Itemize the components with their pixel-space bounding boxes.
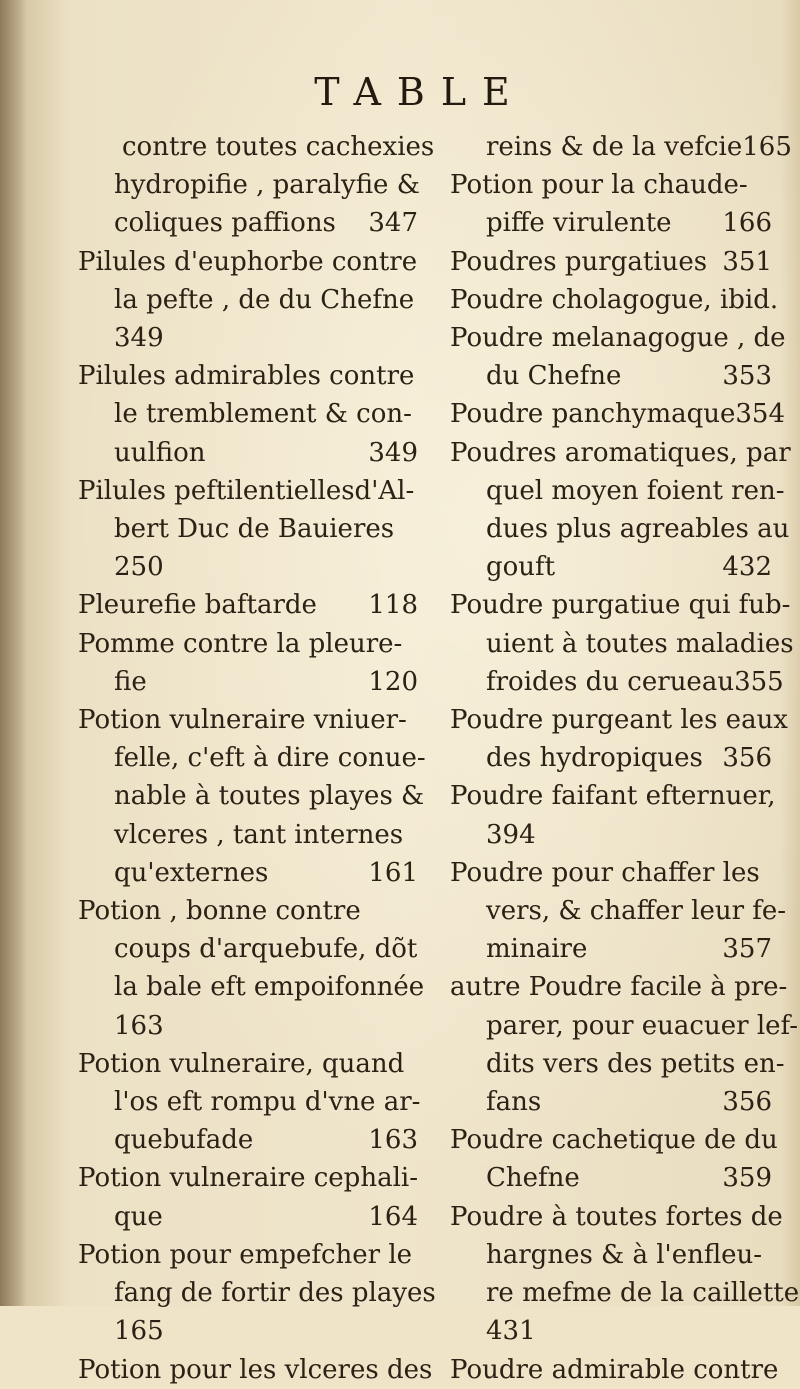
index-entry [450,281,779,319]
index-entry [450,1351,779,1389]
index-entry [450,434,791,587]
entry-text: contre toutes cachexies [122,132,435,162]
entry-text: Potion pour les vlceres des [78,1354,433,1385]
page-number: 356 [722,743,772,774]
entry-text: fans [486,1087,542,1118]
entry-line [78,281,418,319]
entry-line [450,1198,783,1236]
entry-text: reins & de la vefcie [486,132,743,162]
entry-line [450,739,772,777]
entry-text: Potion pour empefcher le [78,1239,413,1270]
entry-text: 349 [114,323,164,354]
entry-text: hargnes & à l'enfleu- [486,1239,763,1270]
entry-text: nable à toutes playes & [114,781,425,812]
entry-text: Pilules admirables contre [78,361,415,392]
entry-line [78,625,418,663]
page-number: 359 [722,1163,772,1194]
page-number: 163 [368,1125,418,1156]
entry-line [78,701,418,739]
entry-line [78,319,418,357]
entry-line [450,548,772,586]
entry-text: hydropifie , paralyfie & [114,170,420,201]
index-entry [78,1159,418,1235]
entry-line [450,930,772,968]
index-entry [450,1121,778,1197]
entry-line [78,1236,418,1274]
index-entry [450,701,788,777]
entry-text: re mefme de la caillette [486,1278,800,1309]
entry-text: minaire [486,934,588,965]
page-number: 166 [722,208,772,239]
entry-text: 250 [114,552,164,583]
right-column [450,128,800,1389]
entry-line [78,777,425,815]
page-number: 349 [368,437,418,468]
page-number: 118 [368,590,418,621]
entry-line [78,586,418,624]
entry-text: Poudre melanagogue , de [450,323,786,354]
page-number: 351 [722,246,772,277]
entry-text: Potion vulneraire vniuer- [78,705,407,736]
entry-line [78,1159,418,1197]
index-entry [78,472,418,587]
index-entry [450,1198,800,1351]
entry-line [450,1007,798,1045]
entry-line [78,930,418,968]
index-entry [450,319,786,395]
entry-line [450,1312,772,1350]
entry-line [450,1121,778,1159]
entry-text: Poudre à toutes fortes de [450,1201,783,1232]
entry-line [450,816,772,854]
index-entry [78,1351,433,1389]
entry-line [450,1159,772,1197]
page-number: 120 [368,666,418,697]
entry-line [78,166,418,204]
entry-line [78,1274,436,1312]
entry-line [450,1045,785,1083]
page-number: 432 [722,552,772,583]
entry-text: Poudre purgatiue qui fub- [450,590,791,621]
entry-line [78,1083,421,1121]
entry-line [450,319,786,357]
index-entry [78,586,418,624]
entry-text: Pleurefie baftarde [78,590,317,621]
entry-line [450,128,792,166]
entry-text: piffe virulente [486,208,672,239]
entry-text: Potion pour la chaude- [450,170,748,201]
entry-line [450,434,791,472]
entry-line [78,816,418,854]
entry-line [450,892,787,930]
entry-text: dits vers des petits en- [486,1048,785,1079]
entry-text: quel moyen foient ren- [486,475,785,506]
index-entry [450,968,798,1121]
entry-line [450,586,791,624]
entry-text: Poudres aromatiques, par [450,437,791,468]
entry-line [450,1083,772,1121]
entry-text: Poudre panchymaque [450,399,736,430]
entry-text: uient à toutes maladies [486,628,794,659]
entry-line [78,1351,433,1389]
entry-text: Poudres purgatiues [450,246,708,277]
index-entry [450,128,792,166]
entry-text: 431 [486,1316,536,1347]
entry-line [450,1274,800,1312]
entry-text: Poudre faifant efternuer, [450,781,776,812]
page-number: 165 [742,132,792,162]
index-entry [450,166,772,242]
entry-line [450,510,790,548]
entry-text: l'os eft rompu d'vne ar- [114,1087,421,1118]
entry-text: vers, & chaffer leur fe- [486,896,787,927]
entry-line [78,1007,418,1045]
entry-line [78,1198,418,1236]
entry-line [78,739,426,777]
entry-line [78,510,418,548]
entry-text: 394 [486,819,536,850]
entry-text: froides du cerueau [486,666,735,697]
entry-text: le tremblement & con- [114,399,412,430]
entry-line [78,1045,418,1083]
entry-line [78,663,418,701]
page-number: 347 [368,208,418,239]
entry-line [78,357,418,395]
entry-text: Chefne [486,1163,580,1194]
index-entry [78,1045,421,1160]
entry-line [450,625,794,663]
entry-text: bert Duc de Bauieres [114,514,395,545]
entry-line [78,1312,418,1350]
entry-line [450,701,788,739]
entry-text: 165 [114,1316,164,1347]
entry-text: Pilules d'euphorbe contre [78,246,418,277]
entry-line [78,128,435,166]
entry-text: Poudre purgeant les eaux [450,705,788,736]
entry-line [78,548,418,586]
entry-line [78,243,418,281]
entry-text: quebufade [114,1125,254,1156]
entry-text: la bale eft empoifonnée [114,972,425,1003]
entry-text: qu'externes [114,857,269,888]
index-entry [78,1236,436,1351]
entry-text: Potion , bonne contre [78,896,361,927]
entry-text: Poudre cholagogue, ibid. [450,284,779,315]
entry-text: parer, pour euacuer lef- [486,1010,798,1041]
page-number: 353 [722,361,772,392]
index-entry [78,701,426,892]
entry-line [450,854,772,892]
page-number: 356 [722,1087,772,1118]
entry-line [78,434,418,472]
index-entry [78,357,418,472]
entry-line [78,892,418,930]
entry-line [78,395,418,433]
entry-text: Pilules peftilentiellesd'Al- [78,475,415,506]
entry-text: 163 [114,1010,164,1041]
entry-line [450,968,788,1006]
page-number: 355 [734,666,784,697]
index-entry [450,395,786,433]
entry-line [78,472,418,510]
entry-text: du Chefne [486,361,622,392]
entry-line [450,1351,779,1389]
entry-text: coliques paffions [114,208,336,239]
entry-line [450,281,779,319]
entry-text: uulfion [114,437,206,468]
index-entry [450,854,787,969]
entry-text: autre Poudre facile à pre- [450,972,788,1003]
entry-text: Poudre admirable contre [450,1354,779,1385]
page-number: 161 [368,857,418,888]
entry-line [450,395,786,433]
entry-text: Pomme contre la pleure- [78,628,403,659]
entry-text: que [114,1201,163,1232]
entry-line [450,472,785,510]
index-entry [450,777,776,853]
entry-line [78,204,418,242]
left-column [78,128,436,1389]
index-entry [78,625,418,701]
running-head: TABLE [314,70,526,114]
entry-line [78,1121,418,1159]
entry-text: felle, c'eft à dire conue- [114,743,426,774]
index-entry [450,586,794,701]
entry-line [78,968,425,1006]
entry-line [450,166,772,204]
entry-line [450,357,772,395]
entry-text: la pefte , de du Chefne [114,284,415,315]
entry-text: Poudre cachetique de du [450,1125,778,1156]
entry-line [78,854,418,892]
entry-line [450,243,772,281]
index-entry [450,243,772,281]
entry-text: Potion vulneraire, quand [78,1048,405,1079]
entry-text: fang de fortir des playes [114,1278,436,1309]
entry-text: dues plus agreables au [486,514,790,545]
index-entry [78,128,435,243]
entry-line [450,204,772,242]
entry-text: fie [114,666,147,697]
entry-text: Poudre pour chaffer les [450,857,760,888]
entry-text: coups d'arquebufe, dõt [114,934,418,965]
index-entry [78,243,418,358]
entry-line [450,777,776,815]
entry-text: des hydropiques [486,743,703,774]
entry-text: Potion vulneraire cephali- [78,1163,418,1194]
entry-line [450,663,784,701]
page-number: 354 [735,399,786,430]
page-gutter-shadow [0,0,26,1306]
entry-text: vlceres , tant internes [114,819,404,850]
index-entry [78,892,425,1045]
page-number: 357 [722,934,772,965]
entry-text: gouft [486,552,556,583]
entry-line [450,1236,772,1274]
page-number: 164 [368,1201,418,1232]
